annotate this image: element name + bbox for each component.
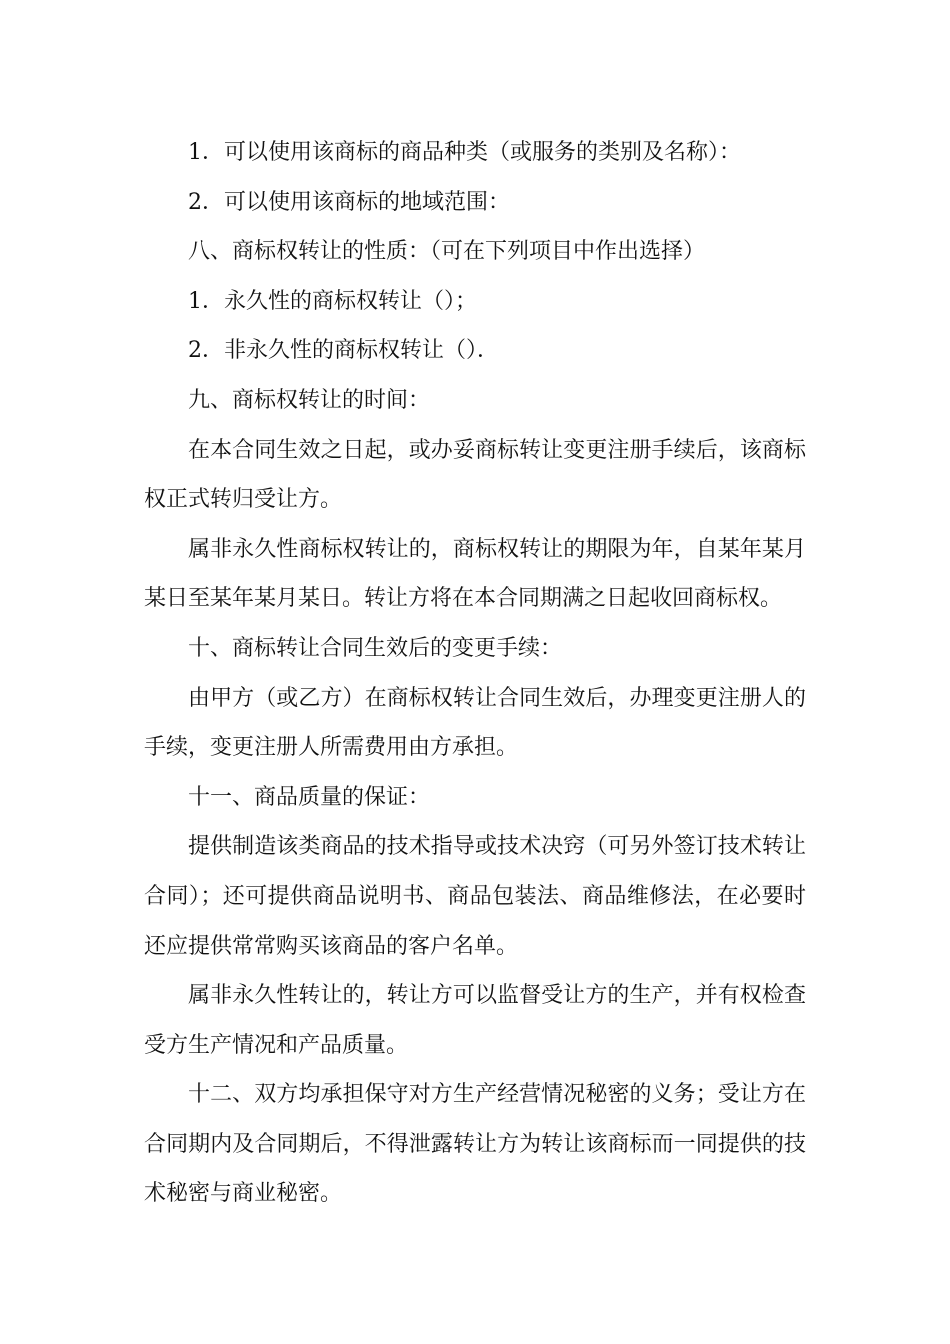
clause-item-goods-types: 1．可以使用该商标的商品种类（或服务的类别及名称）：: [188, 140, 741, 165]
section-heading-9: 九、商标权转让的时间：: [188, 387, 431, 413]
clause-item-permanent: 1．永久性的商标权转让（）；: [188, 288, 477, 314]
section-heading-10: 十、商标转让合同生效后的变更手续：: [188, 635, 563, 661]
clause-item-non-permanent: 2．非永久性的商标权转让（）．: [188, 338, 499, 364]
section-heading-12: 十二、双方均承担保守对方生产经营情况秘密的义务；受让方在合同期内及合同期后，不得泄露转让方为转让该商标而一同提供的技术秘密与商业秘密。: [144, 1082, 806, 1207]
paragraph-transfer-time: 在本合同生效之日起，或办妥商标转让变更注册手续后，该商标权正式转归受让方。: [144, 437, 806, 513]
clause-item-region-scope: 2．可以使用该商标的地域范围：: [188, 189, 510, 215]
document-body: [144, 128, 806, 1219]
paragraph-non-permanent-term: 属非永久性商标权转让的，商标权转让的期限为年，自某年某月某日至某年某月某日。转让方将在本合同期满之日起收回商标权。: [144, 536, 806, 612]
paragraph-quality-supervision: 属非永久性转让的，转让方可以监督受让方的生产，并有权检查受方生产情况和产品质量。: [144, 983, 806, 1058]
section-heading-8: 八、商标权转让的性质：（可在下列项目中作出选择）: [188, 239, 706, 265]
paragraph-registration-change: 由甲方（或乙方）在商标权转让合同生效后，办理变更注册人的手续，变更注册人所需费用由方承担。: [144, 685, 806, 761]
section-heading-11: 十一、商品质量的保证：: [188, 784, 431, 810]
paragraph-technical-guidance: 提供制造该类商品的技术指导或技术决窍（可另外签订技术转让合同）；还可提供商品说明书、商品包装法、商品维修法，在必要时还应提供常常购买该商品的客户名单。: [144, 834, 806, 959]
